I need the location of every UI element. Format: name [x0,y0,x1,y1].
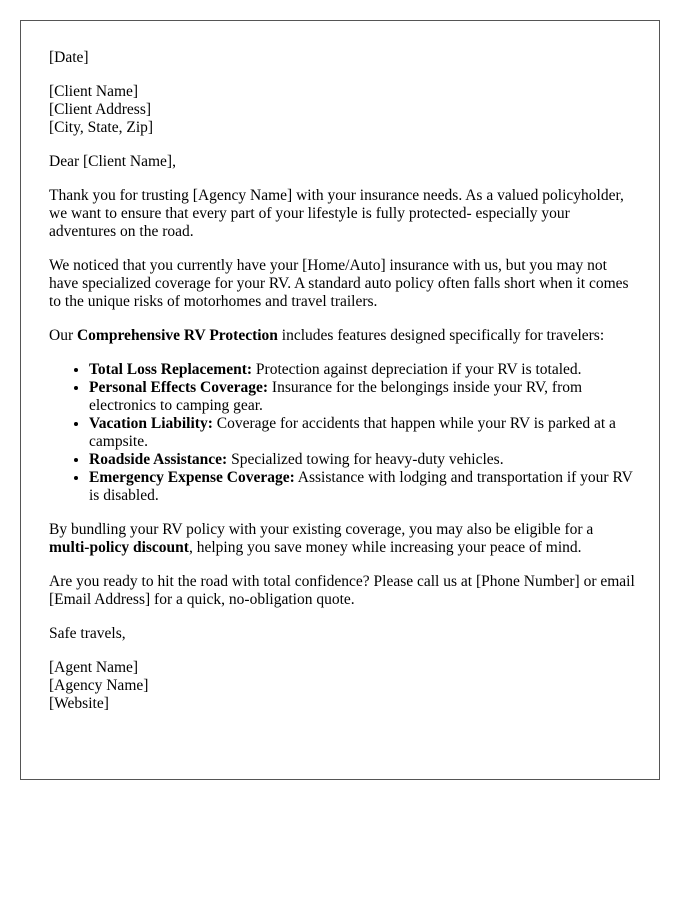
letter-page [20,20,660,780]
feature-title: Personal Effects Coverage: [89,379,269,396]
paragraph-protection-intro [49,327,635,345]
letter-date: [Date] [49,49,89,66]
feature-title: Roadside Assistance: [89,451,228,468]
feature-list [49,361,635,505]
protection-suffix: includes features designed specifically for travelers: [277,327,605,344]
closing: Safe travels, [49,625,126,642]
paragraph-call-to-action: Are you ready to hit the road with total confidence? Please call us at [Phone Number] or email [Email Address] for a quick, no-obligation quote. [49,573,635,608]
multi-policy-discount: multi-policy discount [49,539,189,556]
bundling-prefix: By bundling your RV policy with your existing coverage, you may also be eligible for a [49,521,594,538]
paragraph-intro: Thank you for trusting [Agency Name] with your insurance needs. As a valued policyholder, we want to ensure that every part of your lifestyle is fully protected- especially your adventures on the road. [49,187,624,240]
feature-text: Insurance for the belongings inside your RV, from electronics to camping gear. [89,379,583,414]
protection-prefix: Our [49,327,77,344]
list-item [89,415,635,451]
feature-title: Total Loss Replacement: [89,361,253,378]
list-item [89,379,635,415]
bundling-suffix: , helping you save money while increasing your peace of mind. [188,539,582,556]
recipient-address: [Client Address] [49,101,152,118]
recipient-city-state-zip: [City, State, Zip] [49,119,154,136]
paragraph-coverage-gap: We noticed that you currently have your [Home/Auto] insurance with us, but you may not have specialized coverage for your RV. A standard auto policy often falls short when it comes to the unique risks of motorhomes and travel trailers. [49,257,629,310]
recipient-block [49,83,635,137]
feature-text: Specialized towing for heavy-duty vehicles. [227,451,504,468]
list-item [89,361,635,379]
list-item [89,451,635,469]
protection-product-name: Comprehensive RV Protection [76,327,278,344]
signature-agency: [Agency Name] [49,677,149,694]
paragraph-bundling [49,521,635,557]
list-item [89,469,635,505]
recipient-name: [Client Name] [49,83,139,100]
feature-text: Coverage for accidents that happen while your RV is parked at a campsite. [89,415,616,450]
signature-block [49,659,635,713]
salutation: Dear [Client Name], [49,153,176,170]
feature-text: Assistance with lodging and transportation if your RV is disabled. [89,469,633,504]
feature-text: Protection against depreciation if your RV is totaled. [252,361,582,378]
signature-website: [Website] [49,695,109,712]
feature-title: Emergency Expense Coverage: [89,469,295,486]
feature-title: Vacation Liability: [89,415,213,432]
signature-agent: [Agent Name] [49,659,139,676]
